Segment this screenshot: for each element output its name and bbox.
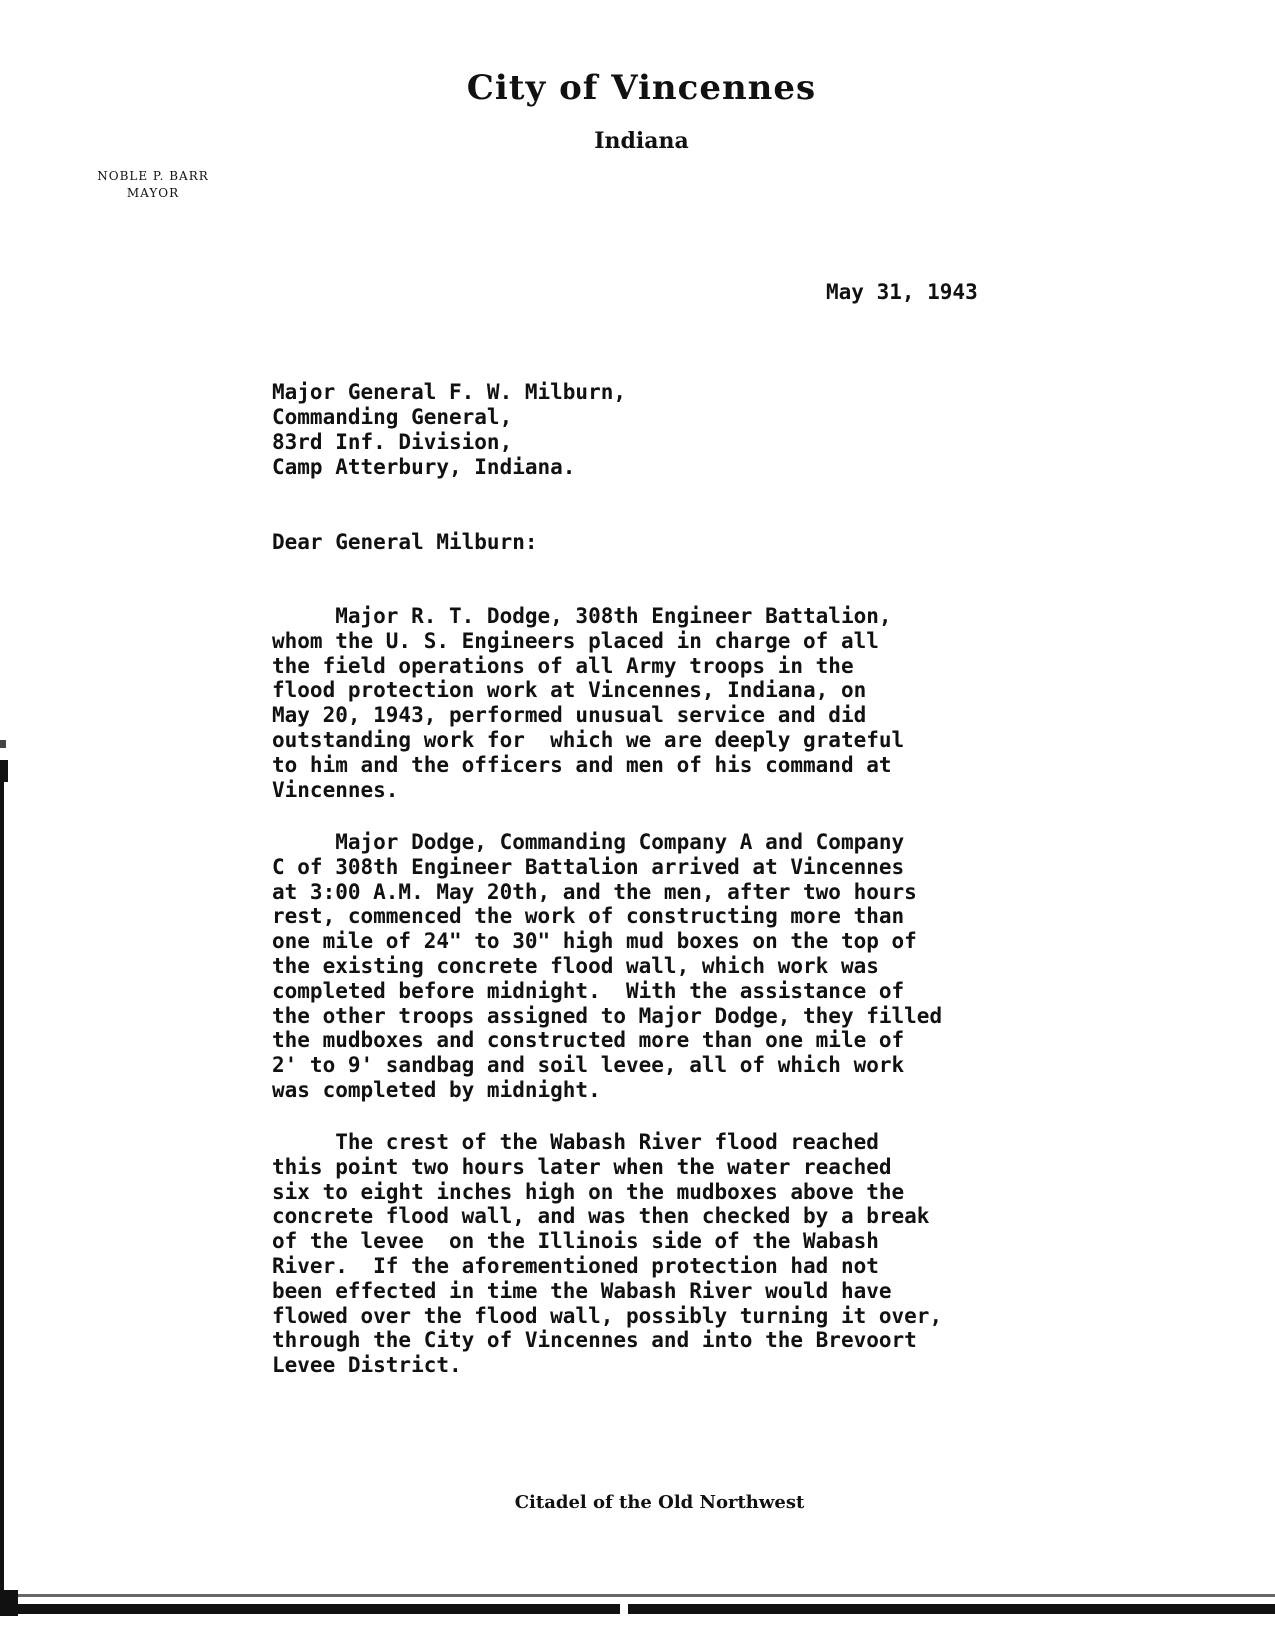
scan-artifact-bottom-bar — [0, 1604, 1275, 1614]
body-line: of the levee on the Illinois side of the Wabash — [272, 1229, 879, 1254]
recipient-line: 83rd Inf. Division, — [272, 430, 513, 454]
body-line: six to eight inches high on the mudboxes above the — [272, 1179, 905, 1204]
body-line: the field operations of all Army troops in the — [272, 653, 854, 678]
recipient-address — [272, 380, 626, 480]
body-line: Major Dodge, Commanding Company A and Company — [272, 830, 905, 854]
mayor-title: MAYOR — [126, 186, 180, 200]
scan-artifact-left-edge — [0, 760, 4, 1590]
body-line: completed before midnight. With the assistance of — [272, 978, 905, 1003]
body-line: C of 308th Engineer Battalion arrived at Vincennes — [272, 854, 905, 879]
body-line: flood protection work at Vincennes, Indiana, on — [272, 678, 867, 703]
body-line: outstanding work for which we are deeply grateful — [272, 727, 905, 752]
body-line: 2' to 9' sandbag and soil levee, all of which work — [272, 1053, 905, 1078]
body-paragraph-2 — [272, 830, 942, 1103]
scan-artifact-bottom-line — [0, 1594, 1275, 1597]
recipient-line: Commanding General, — [272, 405, 513, 429]
recipient-line: Camp Atterbury, Indiana. — [272, 455, 576, 479]
body-line: through the City of Vincennes and into the Brevoort — [272, 1328, 917, 1353]
body-line: was completed by midnight. — [272, 1077, 601, 1102]
body-line: this point two hours later when the water reached — [272, 1154, 892, 1179]
scan-artifact-nub — [0, 760, 8, 782]
letter-date: May 31, 1943 — [826, 280, 978, 304]
mayor-block — [88, 168, 218, 202]
body-line: Vincennes. — [272, 777, 399, 802]
body-line: to him and the officers and men of his command at — [272, 752, 892, 777]
body-line: May 20, 1943, performed unusual service and did — [272, 703, 867, 728]
body-line: Levee District. — [272, 1353, 462, 1378]
body-line: The crest of the Wabash River flood reached — [272, 1130, 879, 1154]
body-line: rest, commenced the work of constructing more than — [272, 904, 905, 929]
salutation: Dear General Milburn: — [272, 530, 538, 554]
body-line: at 3:00 A.M. May 20th, and the men, after two hours — [272, 879, 917, 904]
footer-motto: Citadel of the Old Northwest — [514, 1492, 805, 1513]
scan-artifact-bottom-gap — [620, 1604, 628, 1614]
scan-artifact-corner — [0, 1590, 18, 1616]
body-line: the mudboxes and constructed more than one mile of — [272, 1028, 905, 1053]
body-line: been effected in time the Wabash River would have — [272, 1278, 892, 1303]
body-line: one mile of 24" to 30" high mud boxes on the top of — [272, 929, 917, 954]
body-line: concrete flood wall, and was then checked by a break — [272, 1204, 930, 1229]
body-line: River. If the aforementioned protection had not — [272, 1253, 879, 1278]
body-line: flowed over the flood wall, possibly turning it over, — [272, 1303, 943, 1328]
recipient-line: Major General F. W. Milburn, — [272, 380, 627, 404]
body-paragraph-1 — [272, 604, 904, 802]
body-line: whom the U. S. Engineers placed in charge of all — [272, 628, 879, 653]
body-line: the other troops assigned to Major Dodge, they filled — [272, 1003, 943, 1028]
letterhead-city-name: City of Vincennes — [466, 68, 817, 108]
scan-artifact-mark — [0, 740, 6, 748]
body-line: the existing concrete flood wall, which work was — [272, 953, 879, 978]
body-paragraph-3 — [272, 1130, 942, 1378]
mayor-name: NOBLE P. BARR — [97, 169, 209, 183]
letterhead-state-name: Indiana — [594, 128, 689, 154]
body-line: Major R. T. Dodge, 308th Engineer Battalion, — [272, 604, 892, 628]
